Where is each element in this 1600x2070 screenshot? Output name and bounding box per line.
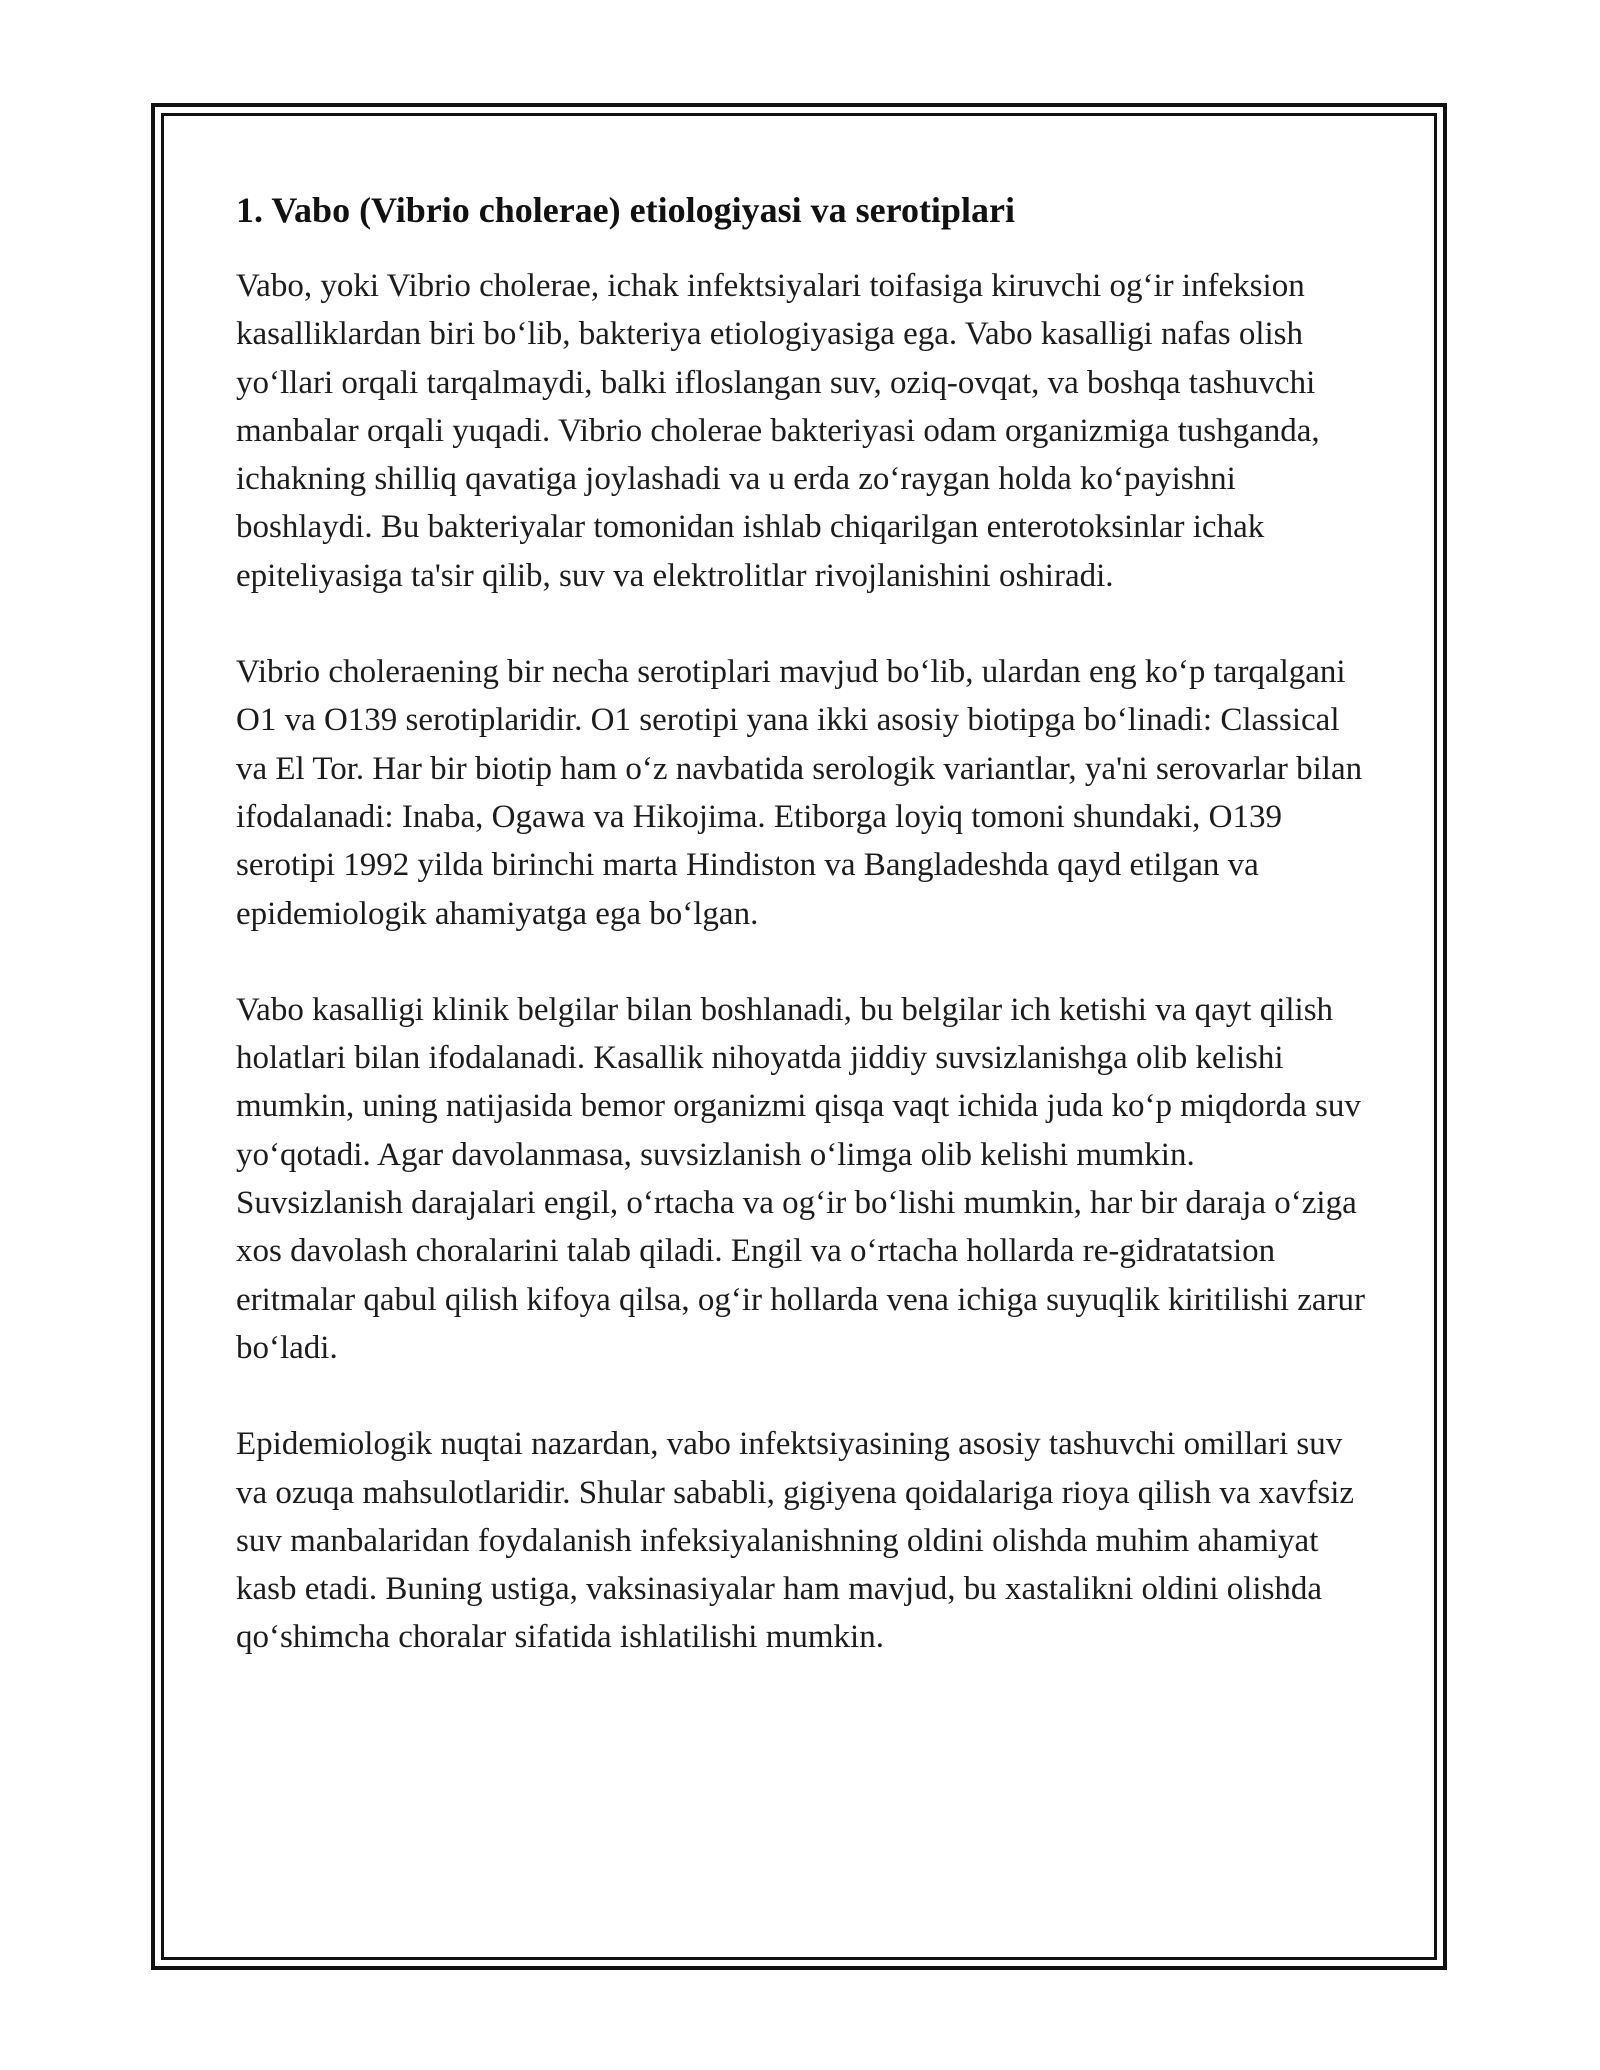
document-body [236,188,1366,1662]
paragraph-serotypes: Vibrio choleraening bir necha serotiplari mavjud bo‘lib, ulardan eng ko‘p tarqalgani O1 va O139 serotiplaridir. O1 serotipi yana ikki asosiy biotipga bo‘linadi: Classical va El Tor. Har bir biotip ham o‘z navbatida serologik variantlar, ya'ni serovarlar bilan ifodalanadi: Inaba, Ogawa va Hikojima. Etiborga loyiq tomoni shundaki, O139 serotipi 1992 yilda birinchi marta Hindiston va Bangladeshda qayd etilgan va epidemiologik ahamiyatga ega bo‘lgan. [236,654,1363,932]
paragraph-epidemiology: Epidemiologik nuqtai nazardan, vabo infektsiyasining asosiy tashuvchi omillari suv va ozuqa mahsulotlaridir. Shular sababli, gigiyena qoidalariga rioya qilish va xavfsiz suv manbalaridan foydalanish infeksiyalanishning oldini olishda muhim ahamiyat kasb etadi. Buning ustiga, vaksinasiyalar ham mavjud, bu xastalikni oldini olishda qo‘shimcha choralar sifatida ishlatilishi mumkin. [236,1426,1355,1656]
paragraph-clinical-signs: Vabo kasalligi klinik belgilar bilan boshlanadi, bu belgilar ich ketishi va qayt qilish holatlari bilan ifodalanadi. Kasallik nihoyatda jiddiy suvsizlanishga olib kelishi mumkin, uning natijasida bemor organizmi qisqa vaqt ichida juda ko‘p miqdorda suv yo‘qotadi. Agar davolanmasa, suvsizlanish o‘limga olib kelishi mumkin. Suvsizlanish darajalari engil, o‘rtacha va og‘ir bo‘lishi mumkin, har bir daraja o‘ziga xos davolash choralarini talab qiladi. Engil va o‘rtacha hollarda re-gidratatsion eritmalar qabul qilish kifoya qilsa, og‘ir hollarda vena ichiga suyuqlik kiritilishi zarur bo‘ladi. [236,991,1366,1366]
paragraph-etiology: Vabo, yoki Vibrio cholerae, ichak infektsiyalari toifasiga kiruvchi og‘ir infeksion kasalliklardan biri bo‘lib, bakteriya etiologiyasiga ega. Vabo kasalligi nafas olish yo‘llari orqali tarqalmaydi, balki ifloslangan suv, oziq-ovqat, va boshqa tashuvchi manbalar orqali yuqadi. Vibrio cholerae bakteriyasi odam organizmiga tushganda, ichakning shilliq qavatiga joylashadi va u erda zo‘raygan holda ko‘payishni boshlaydi. Bu bakteriyalar tomonidan ishlab chiqarilgan enterotoksinlar ichak epiteliyasiga ta'sir qilib, suv va elektrolitlar rivojlanishini oshiradi. [236,268,1320,594]
section-heading: 1. Vabo (Vibrio cholerae) etiologiyasi va serotiplari [236,190,1015,230]
